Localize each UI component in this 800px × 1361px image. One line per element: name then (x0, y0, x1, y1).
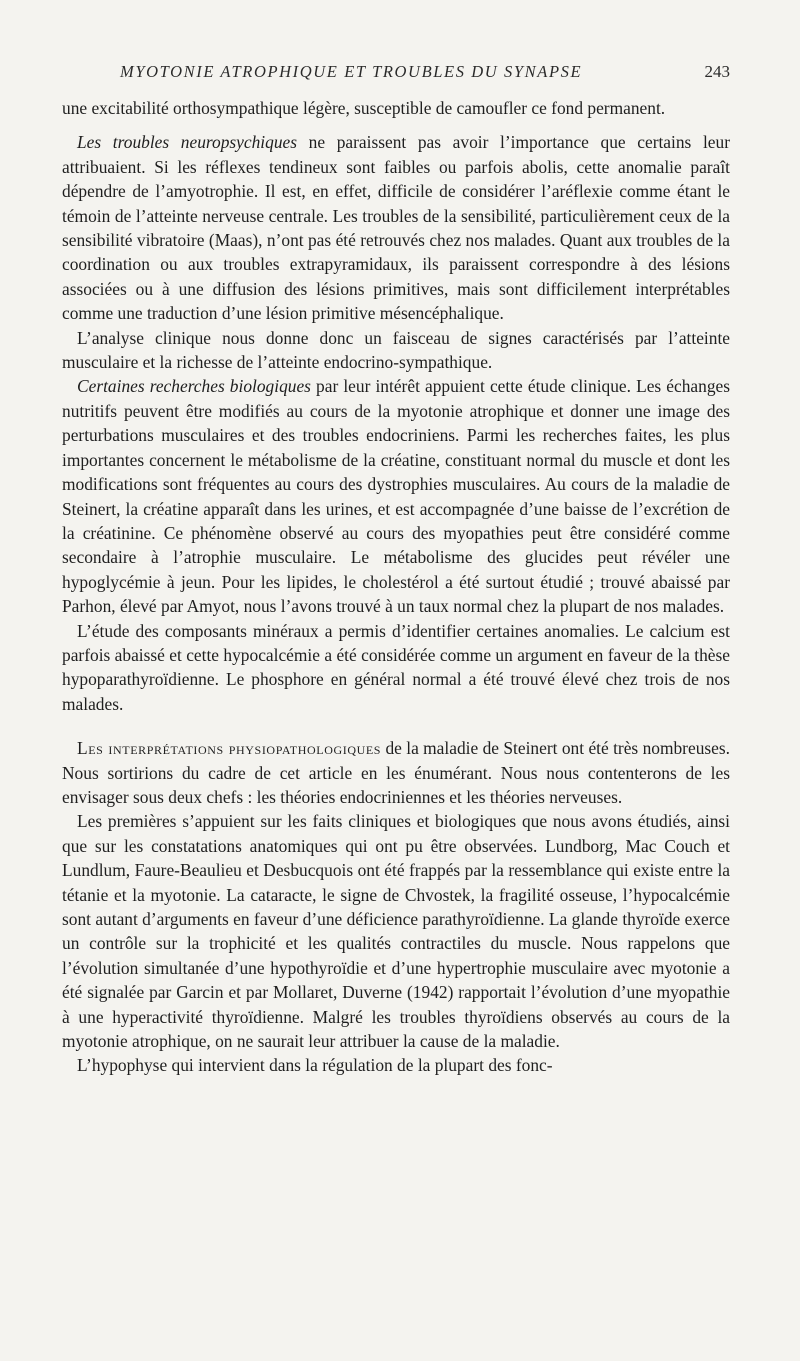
paragraph-5-text: L’étude des composants minéraux a permis d’identifier certaines anomalies. Le calcium est parfois abaissé et cette hypocalcémie a été considérée comme un argument en faveur de la thèse hypoparathyroïdienne. Le phosphore en général normal a été trouvé élevé chez trois de nos malades. (62, 620, 730, 714)
paragraph-8-text: L’hypophyse qui intervient dans la régulation de la plupart des fonc- (77, 1055, 553, 1076)
paragraph-7 (62, 809, 730, 1053)
paragraph-4-lead: Certaines recherches biologiques (77, 376, 311, 397)
paragraph-1 (62, 96, 730, 120)
paragraph-6-lead: Les interprétations physiopathologiques (77, 738, 382, 759)
paragraph-1-text: une excitabilité orthosympathique légère, susceptible de camoufler ce fond permanent. (62, 98, 666, 118)
paragraph-2-text: ne paraissent pas avoir l’importance que certains leur attribuaient. Si les réflexes tendineux sont faibles ou parfois abolis, cette anomalie paraît dépendre de l’amyotrophie. Il est, en effet, difficile de considérer l’aréflexie comme étant le témoin de l’atteinte nerveuse centrale. Les troubles de la sensibilité, particulièrement ceux de la sensibilité vibratoire (Maas), n’ont pas été retrouvés chez nos malades. Quant aux troubles de la coordination ou aux troubles extrapyramidaux, ils paraissent correspondre à des lésions associées ou à une diffusion des lésions primitives, mais sont difficilement interprétables comme une traduction d’une lésion primitive mésencéphalique. (62, 132, 730, 324)
page-number: 243 (704, 62, 730, 81)
paragraph-2 (62, 130, 730, 325)
paragraph-6 (62, 736, 730, 809)
paragraph-7-text: Les premières s’appuient sur les faits cliniques et biologiques que nous avons étudiés, ainsi que sur les constatations anatomiques qui ont pu être observées. Lundborg, Mac Couch et Lundlum, Faure-Beaulieu et Desbucquois ont été frappés par la ressemblance qui existe entre la tétanie et la myotonie. La cataracte, le signe de Chvostek, la fragilité osseuse, l’hypocalcémie sont autant d’arguments en faveur d’une déficience parathyroïdienne. La glande thyroïde exerce un contrôle sur la trophicité et les qualités contractiles du muscle. Nous rappelons que l’évolution simultanée d’une hypothyroïdie et d’une hypertrophie musculaire avec myotonie a été signalée par Garcin et par Mollaret, Duverne (1942) rapportait l’évolution d’une myopathie à une hyperactivité thyroïdienne. Malgré les troubles thyroïdiens observés au cours de la myotonie atrophique, on ne saurait leur attribuer la cause de la maladie. (62, 811, 730, 1052)
running-title: MYOTONIE ATROPHIQUE ET TROUBLES DU SYNAPSE (120, 62, 583, 81)
running-header (62, 62, 730, 92)
paragraph-5 (62, 619, 730, 717)
body-text (62, 96, 730, 1078)
paragraph-4 (62, 374, 730, 618)
paragraph-3 (62, 326, 730, 375)
paragraph-6-text: de la maladie de Steinert ont été très nombreuses. Nous sortirions du cadre de cet article en les énumérant. Nous nous contenterons de les envisager sous deux chefs : les théories endocriniennes et les théories nerveuses. (62, 738, 730, 807)
paragraph-2-lead: Les troubles neuropsychiques (77, 132, 298, 153)
paragraph-8 (62, 1053, 730, 1077)
paragraph-3-text: L’analyse clinique nous donne donc un faisceau de signes caractérisés par l’atteinte musculaire et la richesse de l’atteinte endocrino-sympathique. (62, 327, 730, 373)
paragraph-4-text: par leur intérêt appuient cette étude clinique. Les échanges nutritifs peuvent être modifiés au cours de la myotonie atrophique et donner une image des perturbations musculaires et des troubles endocriniens. Parmi les recherches faites, les plus importantes concernent le métabolisme de la créatine, constituant normal du muscle et dont les modifications sont fréquentes au cours des dystrophies musculaires. Au cours de la maladie de Steinert, la créatine apparaît dans les urines, et est accompagnée d’une baisse de l’excrétion de la créatinine. Ce phénomène observé au cours des myopathies peut être considéré comme secondaire à l’atrophie musculaire. Le métabolisme des glucides peut révéler une hypoglycémie à jeun. Pour les lipides, le cholestérol a été surtout étudié ; trouvé abaissé par Parhon, élevé par Amyot, nous l’avons trouvé à un taux normal chez la plupart de nos malades. (62, 376, 730, 617)
